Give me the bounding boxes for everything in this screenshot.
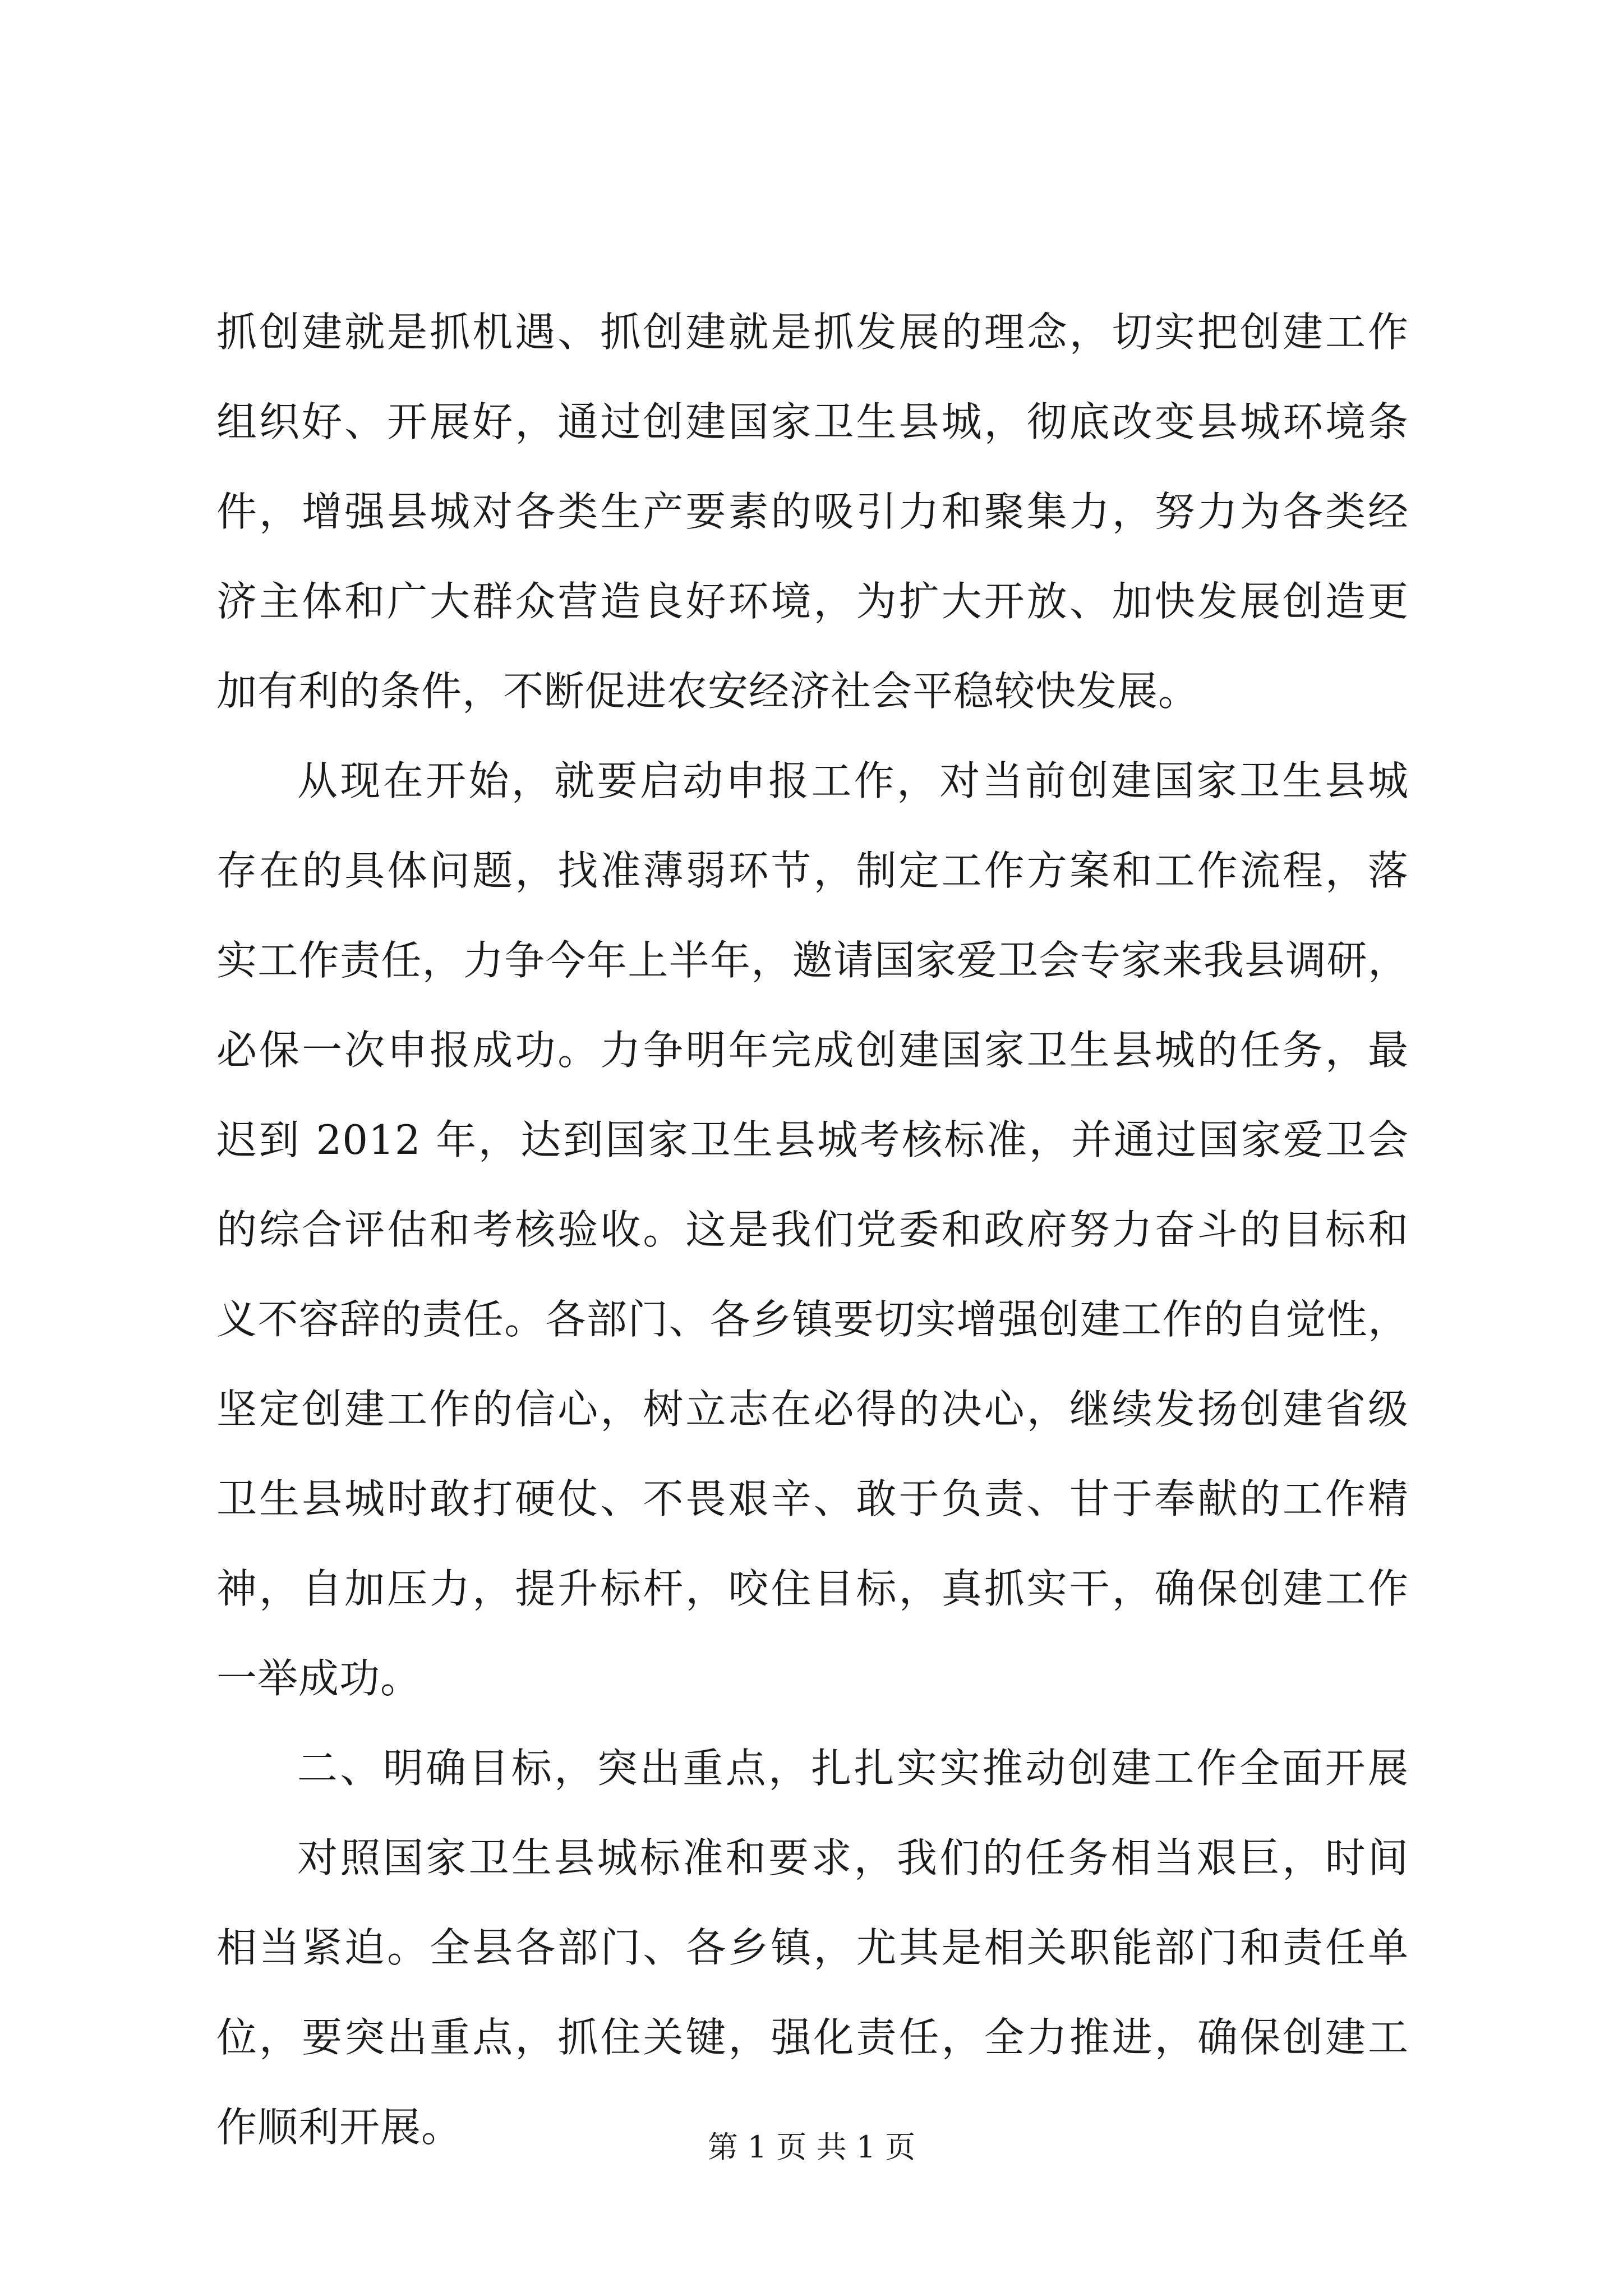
text-line: 位，要突出重点，抓住关键，强化责任，全力推进，确保创建工 — [216, 2014, 1409, 2061]
text-line: 的综合评估和考核验收。这是我们党委和政府努力奋斗的目标和 — [216, 1206, 1409, 1253]
text-line: 抓创建就是抓机遇、抓创建就是抓发展的理念，切实把创建工作 — [216, 309, 1409, 356]
paragraph-first-line: 对照国家卫生县城标准和要求，我们的任务相当艰巨，时间 — [297, 1834, 1409, 1881]
text-line: 组织好、开展好，通过创建国家卫生县城，彻底改变县城环境条 — [216, 398, 1409, 445]
text-line: 卫生县城时敢打硬仗、不畏艰辛、敢于负责、甘于奉献的工作精 — [216, 1475, 1409, 1522]
text-line: 加有利的条件，不断促进农安经济社会平稳较快发展。 — [216, 668, 1200, 715]
page-number-footer: 第 1 页 共 1 页 — [707, 2129, 916, 2165]
section-heading: 二、明确目标，突出重点，扎扎实实推动创建工作全面开展 — [297, 1745, 1409, 1792]
text-line: 一举成功。 — [216, 1655, 422, 1702]
text-line: 迟到 2012 年，达到国家卫生县城考核标准，并通过国家爱卫会 — [216, 1116, 1409, 1163]
text-line: 济主体和广大群众营造良好环境，为扩大开放、加快发展创造更 — [216, 578, 1409, 625]
text-line: 存在的具体问题，找准薄弱环节，制定工作方案和工作流程，落 — [216, 847, 1409, 894]
text-line: 神，自加压力，提升标杆，咬住目标，真抓实干，确保创建工作 — [216, 1565, 1409, 1612]
text-line: 作顺利开展。 — [216, 2104, 463, 2151]
text-line: 坚定创建工作的信心，树立志在必得的决心，继续发扬创建省级 — [216, 1386, 1409, 1433]
text-line: 义不容辞的责任。各部门、各乡镇要切实增强创建工作的自觉性， — [216, 1296, 1409, 1343]
text-line: 件，增强县城对各类生产要素的吸引力和聚集力，努力为各类经 — [216, 488, 1409, 535]
text-line: 实工作责任，力争今年上半年，邀请国家爱卫会专家来我县调研， — [216, 937, 1409, 984]
text-line: 必保一次申报成功。力争明年完成创建国家卫生县城的任务，最 — [216, 1027, 1409, 1074]
text-line: 相当紧迫。全县各部门、各乡镇，尤其是相关职能部门和责任单 — [216, 1924, 1409, 1971]
paragraph-first-line: 从现在开始，就要启动申报工作，对当前创建国家卫生县城 — [297, 757, 1409, 804]
